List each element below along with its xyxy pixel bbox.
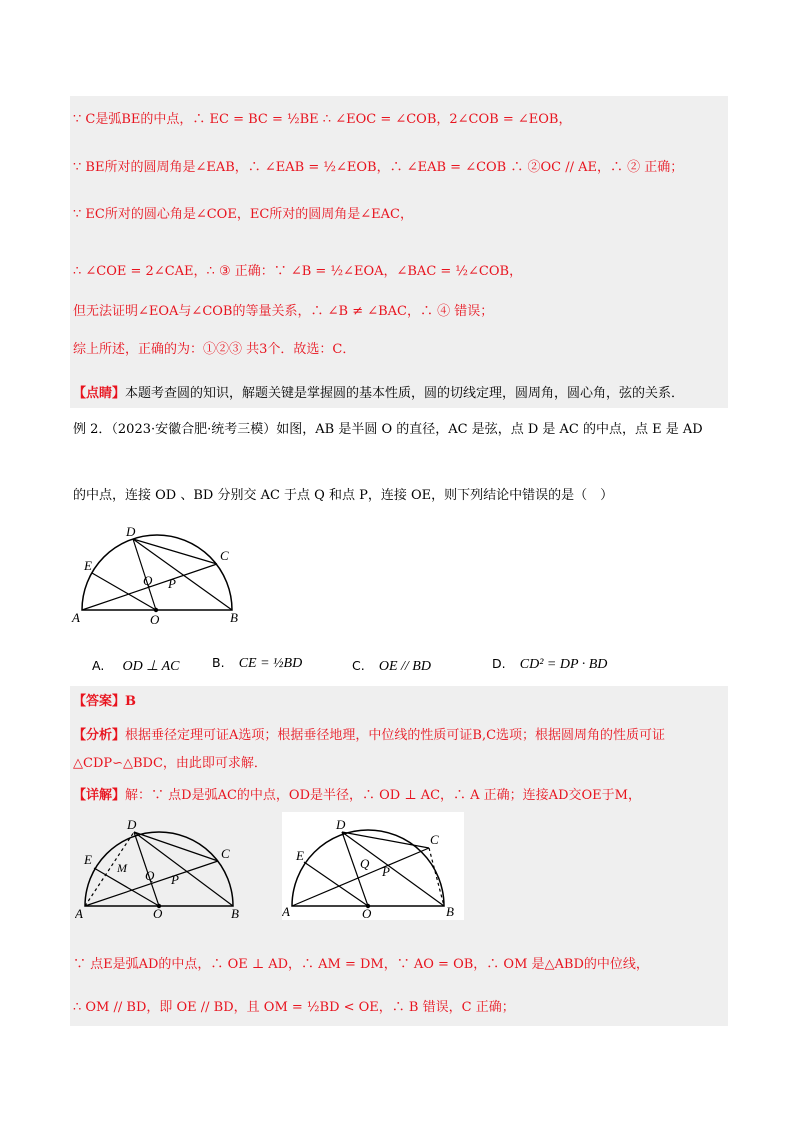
svg-text:M: M	[117, 861, 127, 875]
solution-line-1: ∵ C是弧BE的中点，∴ EC = BC = ½BE ∴ ∠EOC = ∠COB，2∠COB = ∠EOB，	[73, 112, 572, 127]
svg-text:P: P	[171, 872, 179, 887]
comment-text: 本题考查圆的知识，解题关键是掌握圆的基本性质，圆的切线定理，圆周角，圆心角，弦的关系．	[125, 386, 685, 401]
svg-text:O: O	[153, 906, 163, 920]
solution-background	[70, 96, 728, 408]
answer-value: B	[125, 694, 137, 709]
solution-line-2: ∵ BE所对的圆周角是∠EAB，∴ ∠EAB = ½∠EOB，∴ ∠EAB = ∠COB ∴ ②OC // AE，∴ ② 正确；	[73, 160, 684, 175]
svg-text:C: C	[430, 832, 439, 847]
svg-text:D: D	[127, 817, 137, 832]
svg-text:P: P	[382, 864, 390, 879]
label-C: C	[220, 548, 229, 563]
solution-line-6: 综上所述，正确的为：①②③ 共3个．故选：C．	[73, 342, 356, 357]
label-Q: Q	[143, 573, 153, 588]
svg-text:A: A	[282, 904, 290, 919]
semicircle-figure	[70, 520, 250, 630]
svg-text:B: B	[446, 904, 454, 919]
analysis-line-1: 【分析】根据垂径定理可证A选项；根据垂径地理，中位线的性质可证B,C选项；根据圆周角的性质可证	[73, 728, 666, 743]
svg-text:O: O	[362, 906, 372, 920]
detail-line-3: ∴ OM // BD，即 OE // BD，且 OM = ½BD < OE，∴ B 错误，C 正确；	[73, 1000, 515, 1015]
detail-line-2: ∵ 点E是弧AD的中点，∴ OE ⊥ AD，∴ AM = DM，∵ AO = OB，∴ OM 是△ABD的中位线，	[73, 957, 649, 972]
example-line-1: 例 2．（2023·安徽合肥·统考三模）如图，AB 是半圆 O 的直径，AC 是弦，点 D 是 AC 的中点，点 E 是 AD	[73, 422, 703, 437]
solution-line-4: ∴ ∠COE = 2∠CAE，∴ ③ 正确：∵ ∠B = ½∠EOA，∠BAC = ½∠COB，	[73, 264, 523, 279]
answer-line: 【答案】B	[73, 694, 137, 709]
svg-text:Q: Q	[145, 868, 155, 883]
label-E: E	[84, 558, 92, 573]
label-O: O	[150, 612, 160, 627]
svg-text:E: E	[296, 848, 304, 863]
label-B: B	[230, 610, 238, 625]
svg-text:A: A	[75, 906, 83, 920]
label-P: P	[168, 576, 176, 591]
detail-figure-left	[75, 812, 253, 920]
solution-line-3: ∵ EC所对的圆心角是∠COE，EC所对的圆周角是∠EAC，	[73, 207, 413, 222]
label-A: A	[72, 610, 80, 625]
solution-line-5: 但无法证明∠EOA与∠COB的等量关系，∴ ∠B ≠ ∠BAC，∴ ④ 错误；	[73, 304, 494, 319]
svg-text:C: C	[221, 846, 230, 861]
option-a[interactable]: A. OD ⊥ AC	[92, 658, 180, 674]
svg-text:B: B	[231, 906, 239, 920]
example-line-2: 的中点，连接 OD 、BD 分别交 AC 于点 Q 和点 P，连接 OE，则下列结论中错误的是（ ）	[73, 488, 614, 503]
comment-line	[73, 384, 684, 404]
option-d[interactable]: D. CD² = DP · BD	[492, 656, 608, 672]
svg-text:E: E	[84, 852, 92, 867]
option-c[interactable]: C. OE // BD	[352, 658, 431, 674]
comment-tag: 【点睛】	[73, 386, 126, 401]
detail-figure-right	[282, 812, 464, 920]
detail-line-1: 【详解】解：∵ 点D是弧AC的中点，OD是半径，∴ OD ⊥ AC，∴ A 正确；连接AD交OE于M，	[73, 788, 641, 803]
svg-text:D: D	[336, 817, 346, 832]
label-D: D	[126, 524, 136, 539]
analysis-line-2: △CDP∽△BDC，由此即可求解．	[73, 756, 267, 771]
svg-text:Q: Q	[360, 856, 370, 871]
option-b[interactable]: B. CE = ½BD	[212, 655, 303, 671]
